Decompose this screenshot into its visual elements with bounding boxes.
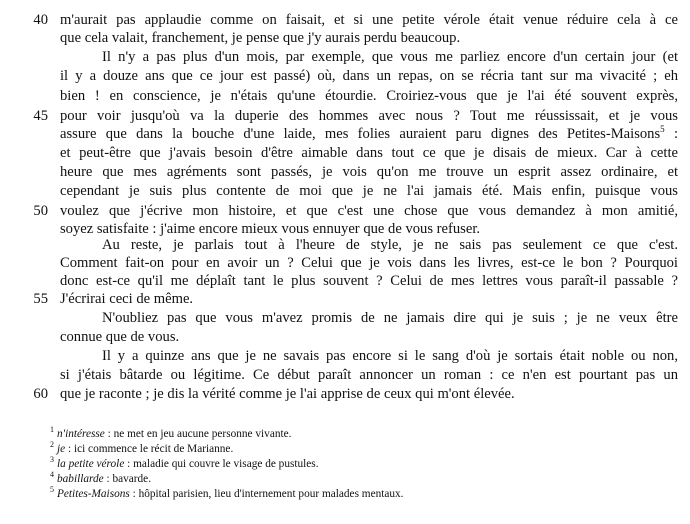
footnote-text: : hôpital parisien, lieu d'internement pour malades mentaux. <box>129 488 404 500</box>
footnote-number: 1 <box>50 425 54 435</box>
text-line: il y a douze ans que ce jour est passé) où, dans un repas, on se récria tant sur ma vivacité ; eh <box>60 68 678 84</box>
text-line: connue que de vous. <box>60 329 180 345</box>
footnote-reference: 5 <box>660 124 665 135</box>
text-segment: assure que dans la bouche d'une laide, mes folies auraient paru dignes des Petites-Maisons <box>60 126 661 142</box>
text-line: et peut-être que j'avais besoin d'être aimable dans tout ce que je disais de mieux. Car à cette <box>60 145 678 161</box>
text-line: cependant je suis plus contente de moi que je ne l'ai jamais été. Mais enfin, puisque vous <box>60 183 678 199</box>
text-line: Comment fait-on pour en avoir un ? Celui que je vois dans les livres, est-ce le bon ? Pourquoi <box>60 255 678 271</box>
footnote <box>50 427 670 441</box>
text-line: si j'étais bâtarde ou légitime. Ce début paraît annoncer un roman : ce n'en est pourtant pas un <box>60 367 678 383</box>
footnote-term: n'intéresse <box>57 428 105 440</box>
text-line: m'aurait pas applaudie comme on faisait, et si une petite vérole était venue réduire cela à ce <box>60 12 678 28</box>
text-line-with-note <box>60 125 678 143</box>
line-number-40: 40 <box>33 12 48 28</box>
text-line: Il n'y a pas plus d'un mois, par exemple, que vous me parliez encore d'un certain jour (et <box>102 49 678 65</box>
line-number-45: 45 <box>33 108 48 124</box>
footnote <box>50 457 670 471</box>
text-line: que cela valait, franchement, je pense que j'y aurais perdu beaucoup. <box>60 30 461 46</box>
footnote-number: 3 <box>50 455 54 465</box>
footnote-number: 2 <box>50 440 54 450</box>
footnote-text: : ne met en jeu aucune personne vivante. <box>104 428 292 440</box>
footnote-number: 5 <box>50 485 54 495</box>
footnote <box>50 442 670 456</box>
text-line: N'oubliez pas que vous m'avez promis de ne jamais dire qui je suis ; je ne veux être <box>102 310 678 326</box>
text-segment: : <box>664 126 678 142</box>
footnote-text: : ici commence le récit de Marianne. <box>65 443 234 455</box>
line-number-50: 50 <box>33 203 48 219</box>
footnote-number: 4 <box>50 470 54 480</box>
text-line: voulez que j'écrive mon histoire, et que c'est une chose que vous demandez à mon amitié, <box>60 203 678 219</box>
footnote-text: : bavarde. <box>103 473 152 485</box>
text-line: soyez satisfaite : j'aime encore mieux vous ennuyer que de vous refuser. <box>60 221 481 237</box>
text-line: Il y a quinze ans que je ne savais pas encore si le sang d'où je sortais était noble ou non, <box>102 348 678 364</box>
line-number-55: 55 <box>33 291 48 307</box>
text-line: Au reste, je parlais tout à l'heure de style, je ne sais pas seulement ce que c'est. <box>102 237 678 253</box>
text-line: que je raconte ; je dis la vérité comme je l'ai apprise de ceux qui m'ont élevée. <box>60 386 515 402</box>
footnote-text: : maladie qui couvre le visage de pustules. <box>124 458 319 470</box>
footnote-term: la petite vérole <box>57 458 125 470</box>
text-line: donc est-ce qu'il me déplaît tant le plus souvent ? Celui de mes lettres vous paraît-il passable ? <box>60 273 678 289</box>
footnote <box>50 472 670 486</box>
text-line: pour voir jusqu'où va la duperie des hommes avec nous ? Tout me réussissait, et je vous <box>60 108 678 124</box>
footnote-term: babillarde <box>57 473 104 485</box>
line-number-60: 60 <box>33 386 48 402</box>
footnote-term: Petites-Maisons <box>57 488 130 500</box>
footnote-term: je <box>57 443 66 455</box>
text-line: heure que mes agréments sont passés, je vois qu'on me trouve un esprit assez ordinaire, et <box>60 164 678 180</box>
text-line: J'écrirai ceci de même. <box>60 291 194 307</box>
text-line: bien ! en conscience, je n'étais qu'une étourdie. Croiriez-vous que je l'ai été souvent exprès, <box>60 88 678 104</box>
footnote <box>50 487 670 501</box>
